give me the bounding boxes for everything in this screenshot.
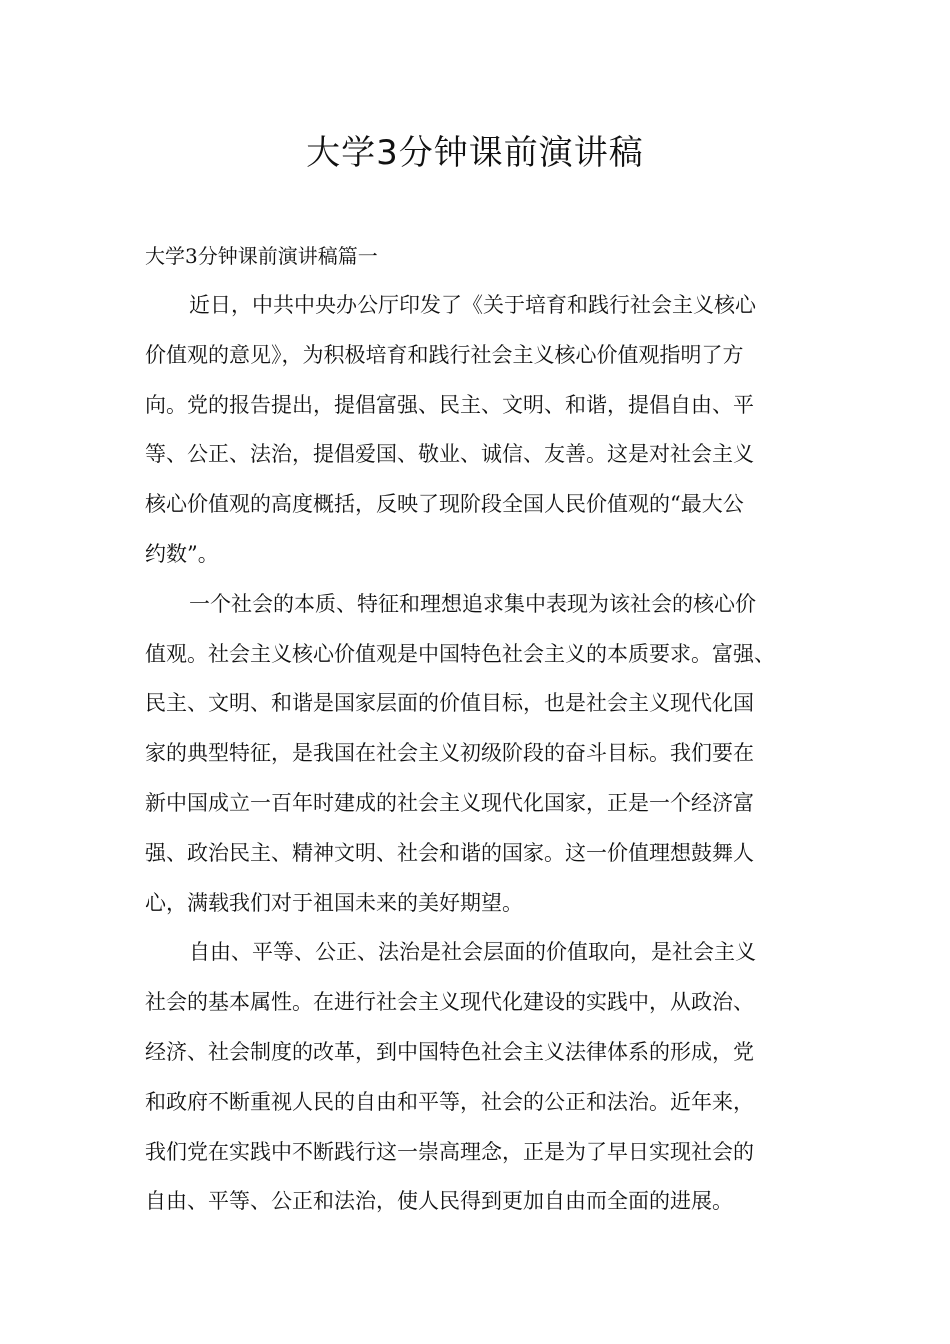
paragraph-line: 值观。社会主义核心价值观是中国特色社会主义的本质要求。富强、 [145,641,775,666]
paragraph-line: 约数”。 [145,541,219,566]
paragraph-line: 自由、平等、公正、法治是社会层面的价值取向，是社会主义 [189,940,756,965]
paragraph-line: 向。党的报告提出，提倡富强、民主、文明、和谐，提倡自由、平 [145,392,754,417]
section-heading: 大学3分钟课前演讲稿篇一 [145,244,378,268]
paragraph-line: 经济、社会制度的改革，到中国特色社会主义法律体系的形成，党 [145,1039,754,1064]
paragraph-line: 民主、文明、和谐是国家层面的价值目标，也是社会主义现代化国 [145,691,754,716]
paragraph-line: 近日，中共中央办公厅印发了《关于培育和践行社会主义核心 [189,293,756,317]
paragraph-line: 核心价值观的高度概括，反映了现阶段全国人民价值观的“最大公 [145,492,744,517]
paragraph-line: 自由、平等、公正和法治，使人民得到更加自由而全面的进展。 [145,1189,733,1214]
paragraph-line: 新中国成立一百年时建成的社会主义现代化国家，正是一个经济富 [145,790,754,815]
document-title: 大学3分钟课前演讲稿 [306,133,644,173]
paragraph-line: 等、公正、法治，提倡爱国、敬业、诚信、友善。这是对社会主义 [145,442,754,467]
paragraph-line: 家的典型特征，是我国在社会主义初级阶段的奋斗目标。我们要在 [145,741,754,766]
paragraph-line: 和政府不断重视人民的自由和平等，社会的公正和法治。近年来， [145,1089,754,1114]
paragraph-2 [145,580,825,929]
paragraph-line: 我们党在实践中不断践行这一崇高理念，正是为了早日实现社会的 [145,1139,754,1164]
paragraph-line: 价值观的意见》，为积极培育和践行社会主义核心价值观指明了方 [145,342,744,367]
paragraph-line: 心，满载我们对于祖国未来的美好期望。 [145,890,523,915]
document-body [145,231,825,1227]
paragraph-line: 一个社会的本质、特征和理想追求集中表现为该社会的核心价 [189,591,756,616]
paragraph-line: 强、政治民主、精神文明、社会和谐的国家。这一价值理想鼓舞人 [145,840,754,865]
paragraph-line: 社会的基本属性。在进行社会主义现代化建设的实践中，从政治、 [145,990,754,1015]
paragraph-1 [145,281,825,580]
paragraph-3 [145,928,825,1227]
